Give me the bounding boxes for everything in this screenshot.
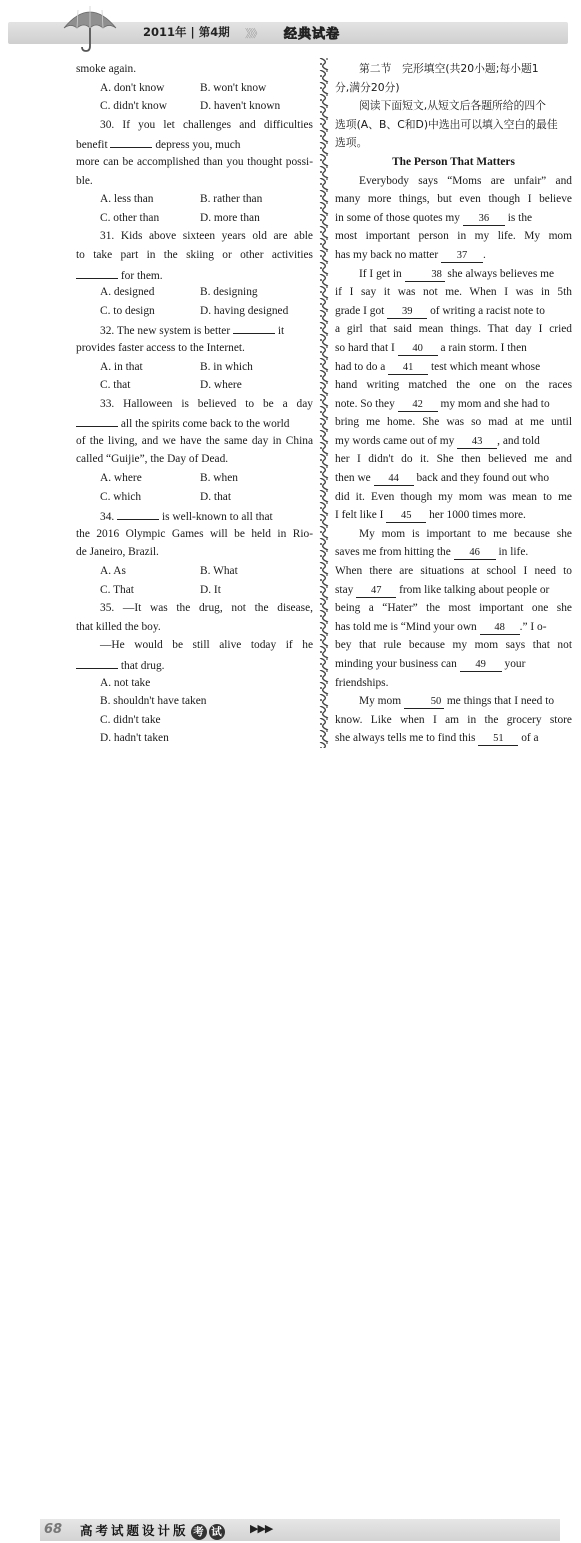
answer-blank: 45 [386, 509, 426, 523]
option: B. won't know [200, 81, 267, 94]
passage-line: My mom 50 me things that I need to [359, 695, 555, 708]
option-row [76, 376, 313, 395]
section-instructions: 阅读下面短文,从短文后各题所给的四个 [359, 99, 546, 113]
option-row [76, 190, 313, 209]
passage-line: When there are situations at school I need to [335, 565, 572, 578]
right-column [335, 60, 572, 748]
option: D. It [200, 583, 221, 596]
option: C. didn't know [100, 100, 167, 113]
passage-line: many more things, but even though I believe [335, 193, 572, 206]
option: C. that [100, 379, 131, 392]
passage-line: hand writing matched the one on the races [335, 379, 572, 392]
answer-blank [117, 506, 159, 520]
passage-line: my words came out of my 43 , and told [335, 434, 540, 447]
passage-line: if I say it was not me. When I was in 5th [335, 286, 572, 299]
question-30-text: benefit depress you, much [76, 134, 313, 153]
question-34-text: 34. is well-known to all that [76, 506, 313, 525]
passage-line: so hard that I 40 a rain storm. I then [335, 341, 527, 354]
option-row [76, 488, 313, 507]
issue-label: 2011年 | 第4期 [143, 25, 230, 39]
answer-blank [76, 413, 118, 427]
brand-title: 经典试卷 [284, 27, 341, 42]
option-row [76, 209, 313, 228]
passage-line: note. So they 42 my mom and she had to [335, 397, 550, 410]
option-row [76, 581, 313, 600]
option-row [76, 692, 313, 711]
question-34-text: de Janeiro, Brazil. [76, 546, 159, 559]
option: A. where [100, 472, 142, 485]
question-33-text: all the spirits come back to the world [76, 413, 313, 432]
passage-line: If I get in 38 she always believes me [359, 267, 555, 280]
answer-blank: 37 [441, 249, 483, 263]
option: A. less than [100, 193, 154, 206]
text-line: smoke again. [76, 63, 137, 75]
question-35-text: —He would be still alive today if he [100, 639, 313, 652]
question-35-text: 35. —It was the drug, not the disease, [100, 602, 313, 615]
option-row [76, 711, 313, 730]
option: D. having designed [200, 304, 289, 317]
option-row [76, 674, 313, 693]
option: B. shouldn't have taken [100, 695, 207, 708]
option: C. to design [100, 304, 155, 317]
passage-line: minding your business can 49 your [335, 658, 526, 670]
answer-blank: 36 [463, 212, 505, 226]
answer-blank [110, 134, 152, 148]
question-31-text: to take part in the skiing or other activities [76, 248, 313, 261]
question-34-text: the 2016 Olympic Games will be held in Rio- [76, 527, 313, 540]
answer-blank [233, 320, 275, 334]
option: B. What [200, 565, 238, 578]
answer-blank: 51 [478, 732, 518, 746]
passage-line: bring me home. She was so mad at me until [335, 416, 572, 429]
passage-line: Everybody says “Moms are unfair” and [359, 174, 572, 187]
answer-blank: 38 [405, 268, 445, 282]
answer-blank: 43 [457, 435, 497, 449]
answer-blank: 41 [388, 361, 428, 375]
section-heading: 第二节 完形填空(共20小题;每小题1 [359, 62, 539, 75]
passage-line: saves me from hitting the 46 in life. [335, 546, 529, 559]
page-header [0, 0, 581, 50]
answer-blank: 48 [480, 621, 520, 635]
passage-line: stay 47 from like talking about people or [335, 583, 550, 596]
page-footer [0, 755, 581, 1538]
passage-line: then we 44 back and they found out who [335, 472, 550, 485]
answer-blank [76, 265, 118, 279]
option: A. As [100, 565, 126, 578]
section-instructions: 选项(A、B、C和D)中选出可以填入空白的最佳 [335, 117, 558, 131]
passage-line: bey that rule because my mom says that not [335, 639, 572, 652]
passage-line: My mom is important to me because she [359, 527, 572, 540]
answer-blank: 40 [398, 342, 438, 356]
option: D. more than [200, 211, 260, 224]
answer-blank: 44 [374, 472, 414, 486]
chevron-icon: 》》》 [245, 27, 261, 40]
passage-line: in some of those quotes my 36 is the [335, 211, 533, 224]
passage-title: The Person That Matters [392, 155, 515, 168]
option-row [76, 79, 313, 98]
passage-line: she always tells me to find this 51 of a [335, 732, 539, 745]
left-column [76, 60, 313, 748]
option: D. where [200, 379, 242, 392]
answer-blank: 46 [454, 546, 496, 560]
option: D. that [200, 490, 232, 503]
passage-line: know. Like when I am in the grocery store [335, 713, 572, 726]
option-row [76, 97, 313, 116]
option: C. That [100, 583, 134, 596]
answer-blank: 49 [460, 658, 502, 672]
page-number: 68 [44, 1522, 63, 1537]
option: B. when [200, 472, 238, 485]
question-32-text: 32. The new system is better it [76, 320, 313, 339]
footer-title: 高考试题设计版 考 试 [80, 1521, 225, 1540]
question-30-text: ble. [76, 174, 93, 187]
answer-blank: 39 [387, 305, 427, 319]
option: A. not take [100, 676, 151, 689]
question-31-text: for them. [76, 265, 313, 284]
passage-line: a girl that said mean things. That day I cried [335, 323, 572, 336]
passage-line: being a “Hater” the most important one she [335, 602, 572, 615]
question-30-text: more can be accomplished than you thought possi- [76, 155, 313, 168]
option-row [76, 469, 313, 488]
option: D. haven't known [200, 100, 281, 113]
option: B. designing [200, 286, 258, 299]
question-35-text: that drug. [76, 655, 313, 674]
option: A. designed [100, 286, 155, 299]
question-32-text: provides faster access to the Internet. [76, 341, 245, 354]
column-divider [317, 58, 331, 748]
option-row [76, 729, 313, 748]
answer-blank: 47 [356, 584, 396, 598]
question-35-text: that killed the boy. [76, 620, 161, 633]
option-row [76, 358, 313, 377]
passage-line: friendships. [335, 676, 389, 689]
passage-line: her I didn't do it. She then believed me and [335, 453, 572, 466]
section-instructions: 选项。 [335, 136, 368, 150]
option-row [76, 562, 313, 581]
option: C. which [100, 490, 142, 503]
option: A. don't know [100, 81, 165, 94]
option: C. other than [100, 211, 160, 224]
question-33-text: 33. Halloween is believed to be a day [100, 397, 313, 410]
section-heading: 分,满分20分) [335, 80, 400, 94]
answer-blank: 50 [404, 695, 444, 709]
answer-blank [76, 655, 118, 669]
passage-line: had to do a 41 test which meant whose [335, 360, 541, 373]
question-33-text: of the living, and we have the same day in China [76, 434, 313, 447]
option: B. in which [200, 360, 253, 373]
footer-badge: 考 [191, 1524, 207, 1540]
passage-line: has my back no matter 37 . [335, 248, 486, 261]
arrow-right-icon: ▶▶▶ [250, 1523, 273, 1535]
option: B. rather than [200, 193, 263, 206]
footer-badge: 试 [209, 1524, 225, 1540]
umbrella-icon [60, 2, 120, 54]
passage-line: has told me is “Mind your own 48 .” I o- [335, 620, 547, 633]
passage-line: grade I got 39 of writing a racist note to [335, 304, 545, 317]
question-31-text: 31. Kids above sixteen years old are able [100, 230, 313, 243]
question-30-text: 30. If you let challenges and difficulties [100, 118, 313, 131]
passage-line: did it. Even though my mom was mean to me [335, 490, 572, 503]
option: C. didn't take [100, 713, 161, 726]
option-row [76, 302, 313, 321]
option-row [76, 283, 313, 302]
option: D. hadn't taken [100, 732, 169, 745]
passage-line: I felt like I 45 her 1000 times more. [335, 509, 526, 522]
answer-blank: 42 [398, 398, 438, 412]
question-33-text: called “Guijie”, the Day of Dead. [76, 453, 229, 466]
option: A. in that [100, 360, 143, 373]
passage-line: most important person in my life. My mom [335, 230, 572, 243]
